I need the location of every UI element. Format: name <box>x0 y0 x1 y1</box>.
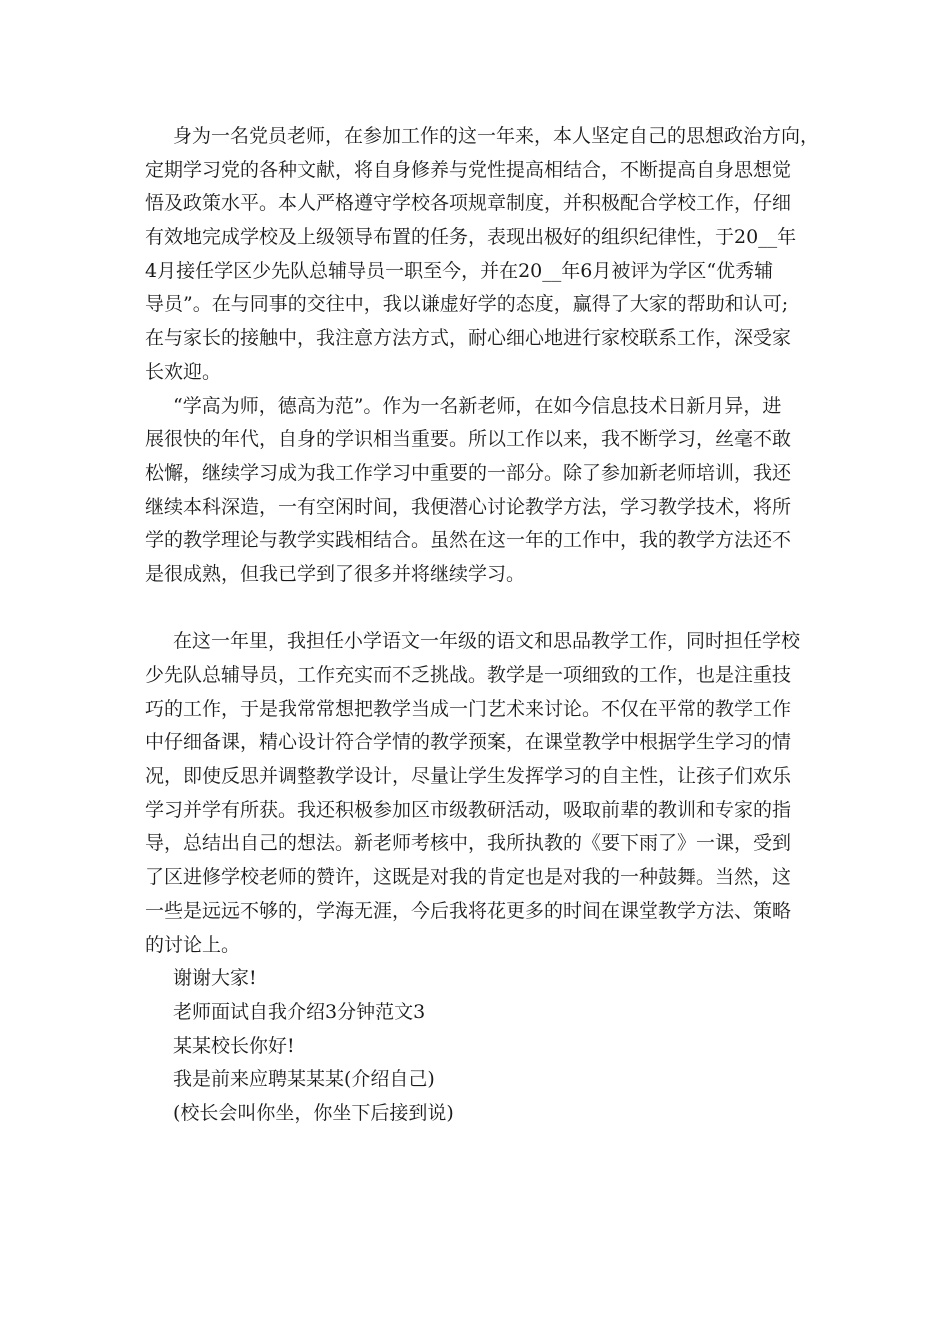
text-line: 在与家长的接触中，我注意方法方式，耐心细心地进行家校联系工作，深受家 <box>145 327 792 350</box>
text-line: 巧的工作，于是我常常想把教学当成一门艺术来讨论。不仅在平常的教学工作 <box>145 697 792 720</box>
section-heading: 老师面试自我介绍3分钟范文3 <box>173 1000 426 1023</box>
text-line: 身为一名党员老师，在参加工作的这一年来，本人坚定自己的思想政治方向， <box>173 125 820 147</box>
text-line: 4月接任学区少先队总辅导员一职至今，并在20__年6月被评为学区“优秀辅 <box>145 259 774 282</box>
text-line: 少先队总辅导员，工作充实而不乏挑战。教学是一项细致的工作，也是注重技 <box>145 664 792 686</box>
text-line: 在这一年里，我担任小学语文一年级的语文和思品教学工作，同时担任学校 <box>173 630 801 653</box>
greeting-line: 某某校长你好! <box>173 1034 295 1057</box>
text-line: 况，即使反思并调整教学设计，尽量让学生发挥学习的自主性，让孩子们欢乐 <box>145 765 792 788</box>
document-body <box>145 120 820 1131</box>
text-line: 了区进修学校老师的赞许，这既是对我的肯定也是对我的一种鼓舞。当然，这 <box>145 866 792 889</box>
text-line: 导，总结出自己的想法。新老师考核中，我所执教的《要下雨了》一课，受到 <box>145 832 792 855</box>
text-line: 松懈，继续学习成为我工作学习中重要的一部分。除了参加新老师培训，我还 <box>145 461 792 484</box>
text-line: 继续本科深造，一有空闲时间，我便潜心讨论教学方法，学习教学技术，将所 <box>145 495 792 518</box>
text-line: 定期学习党的各种文献，将自身修养与党性提高相结合，不断提高自身思想觉 <box>145 158 792 181</box>
text-line: 中仔细备课，精心设计符合学情的教学预案，在课堂教学中根据学生学习的情 <box>145 731 792 754</box>
text-line: 学的教学理论与教学实践相结合。虽然在这一年的工作中，我的教学方法还不 <box>145 529 792 552</box>
text-line: 长欢迎。 <box>145 360 222 383</box>
note-line: (校长会叫你坐，你坐下后接到说) <box>173 1101 454 1124</box>
text-line: 的讨论上。 <box>145 933 241 956</box>
paragraph <box>145 390 815 592</box>
paragraph-gap <box>145 592 815 626</box>
text-line: 悟及政策水平。本人严格遵守学校各项规章制度，并积极配合学校工作，仔细 <box>145 192 792 215</box>
text-line: 学习并学有所获。我还积极参加区市级教研活动，吸取前辈的教训和专家的指 <box>145 798 792 821</box>
paragraph <box>145 120 820 390</box>
closing-line: 谢谢大家! <box>173 967 257 990</box>
text-line: 展很快的年代，自身的学识相当重要。所以工作以来，我不断学习，丝毫不敢 <box>145 428 792 451</box>
text-line: 有效地完成学校及上级领导布置的任务，表现出极好的组织纪律性，于20__年 <box>145 226 797 249</box>
text-line: 导员”。在与同事的交往中，我以谦虚好学的态度，赢得了大家的帮助和认可; <box>145 293 789 316</box>
paragraph <box>145 625 815 962</box>
text-line: “学高为师，德高为范”。作为一名新老师，在如今信息技术日新月异，进 <box>173 394 782 417</box>
text-line: 一些是远远不够的，学海无涯，今后我将花更多的时间在课堂教学方法、策略 <box>145 899 792 922</box>
text-line: 是很成熟，但我已学到了很多并将继续学习。 <box>145 562 526 585</box>
intro-line: 我是前来应聘某某某(介绍自己) <box>173 1068 435 1091</box>
